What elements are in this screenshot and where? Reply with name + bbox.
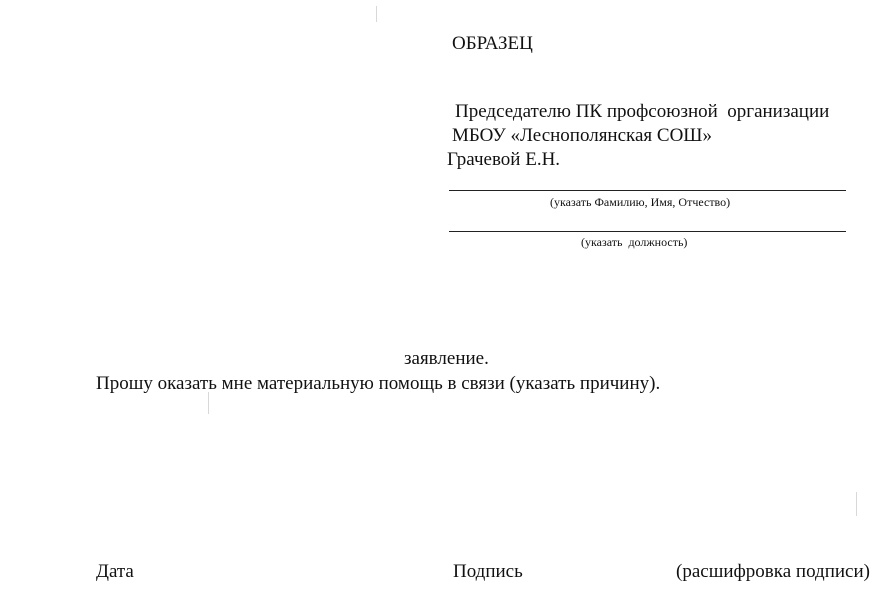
addressee-line-3: Грачевой Е.Н. xyxy=(447,149,561,170)
document-title: заявление. xyxy=(404,348,489,369)
request-text: Прошу оказать мне материальную помощь в связи (указать причину). xyxy=(96,373,661,394)
sample-label: ОБРАЗЕЦ xyxy=(452,33,533,54)
signature-label: Подпись xyxy=(453,561,523,582)
addressee-line-2: МБОУ «Леснополянская СОШ» xyxy=(452,125,712,146)
name-fill-line xyxy=(449,190,846,191)
date-label: Дата xyxy=(96,561,134,582)
position-hint: (указать должность) xyxy=(581,235,688,249)
addressee-line-1: Председателю ПК профсоюзной организации xyxy=(455,101,830,122)
scan-artifact xyxy=(856,492,857,516)
name-hint: (указать Фамилию, Имя, Отчество) xyxy=(550,195,731,209)
signature-transcript-label: (расшифровка подписи) xyxy=(676,561,870,582)
position-fill-line xyxy=(449,231,846,232)
scan-artifact xyxy=(376,6,377,22)
scan-artifact xyxy=(208,392,209,414)
